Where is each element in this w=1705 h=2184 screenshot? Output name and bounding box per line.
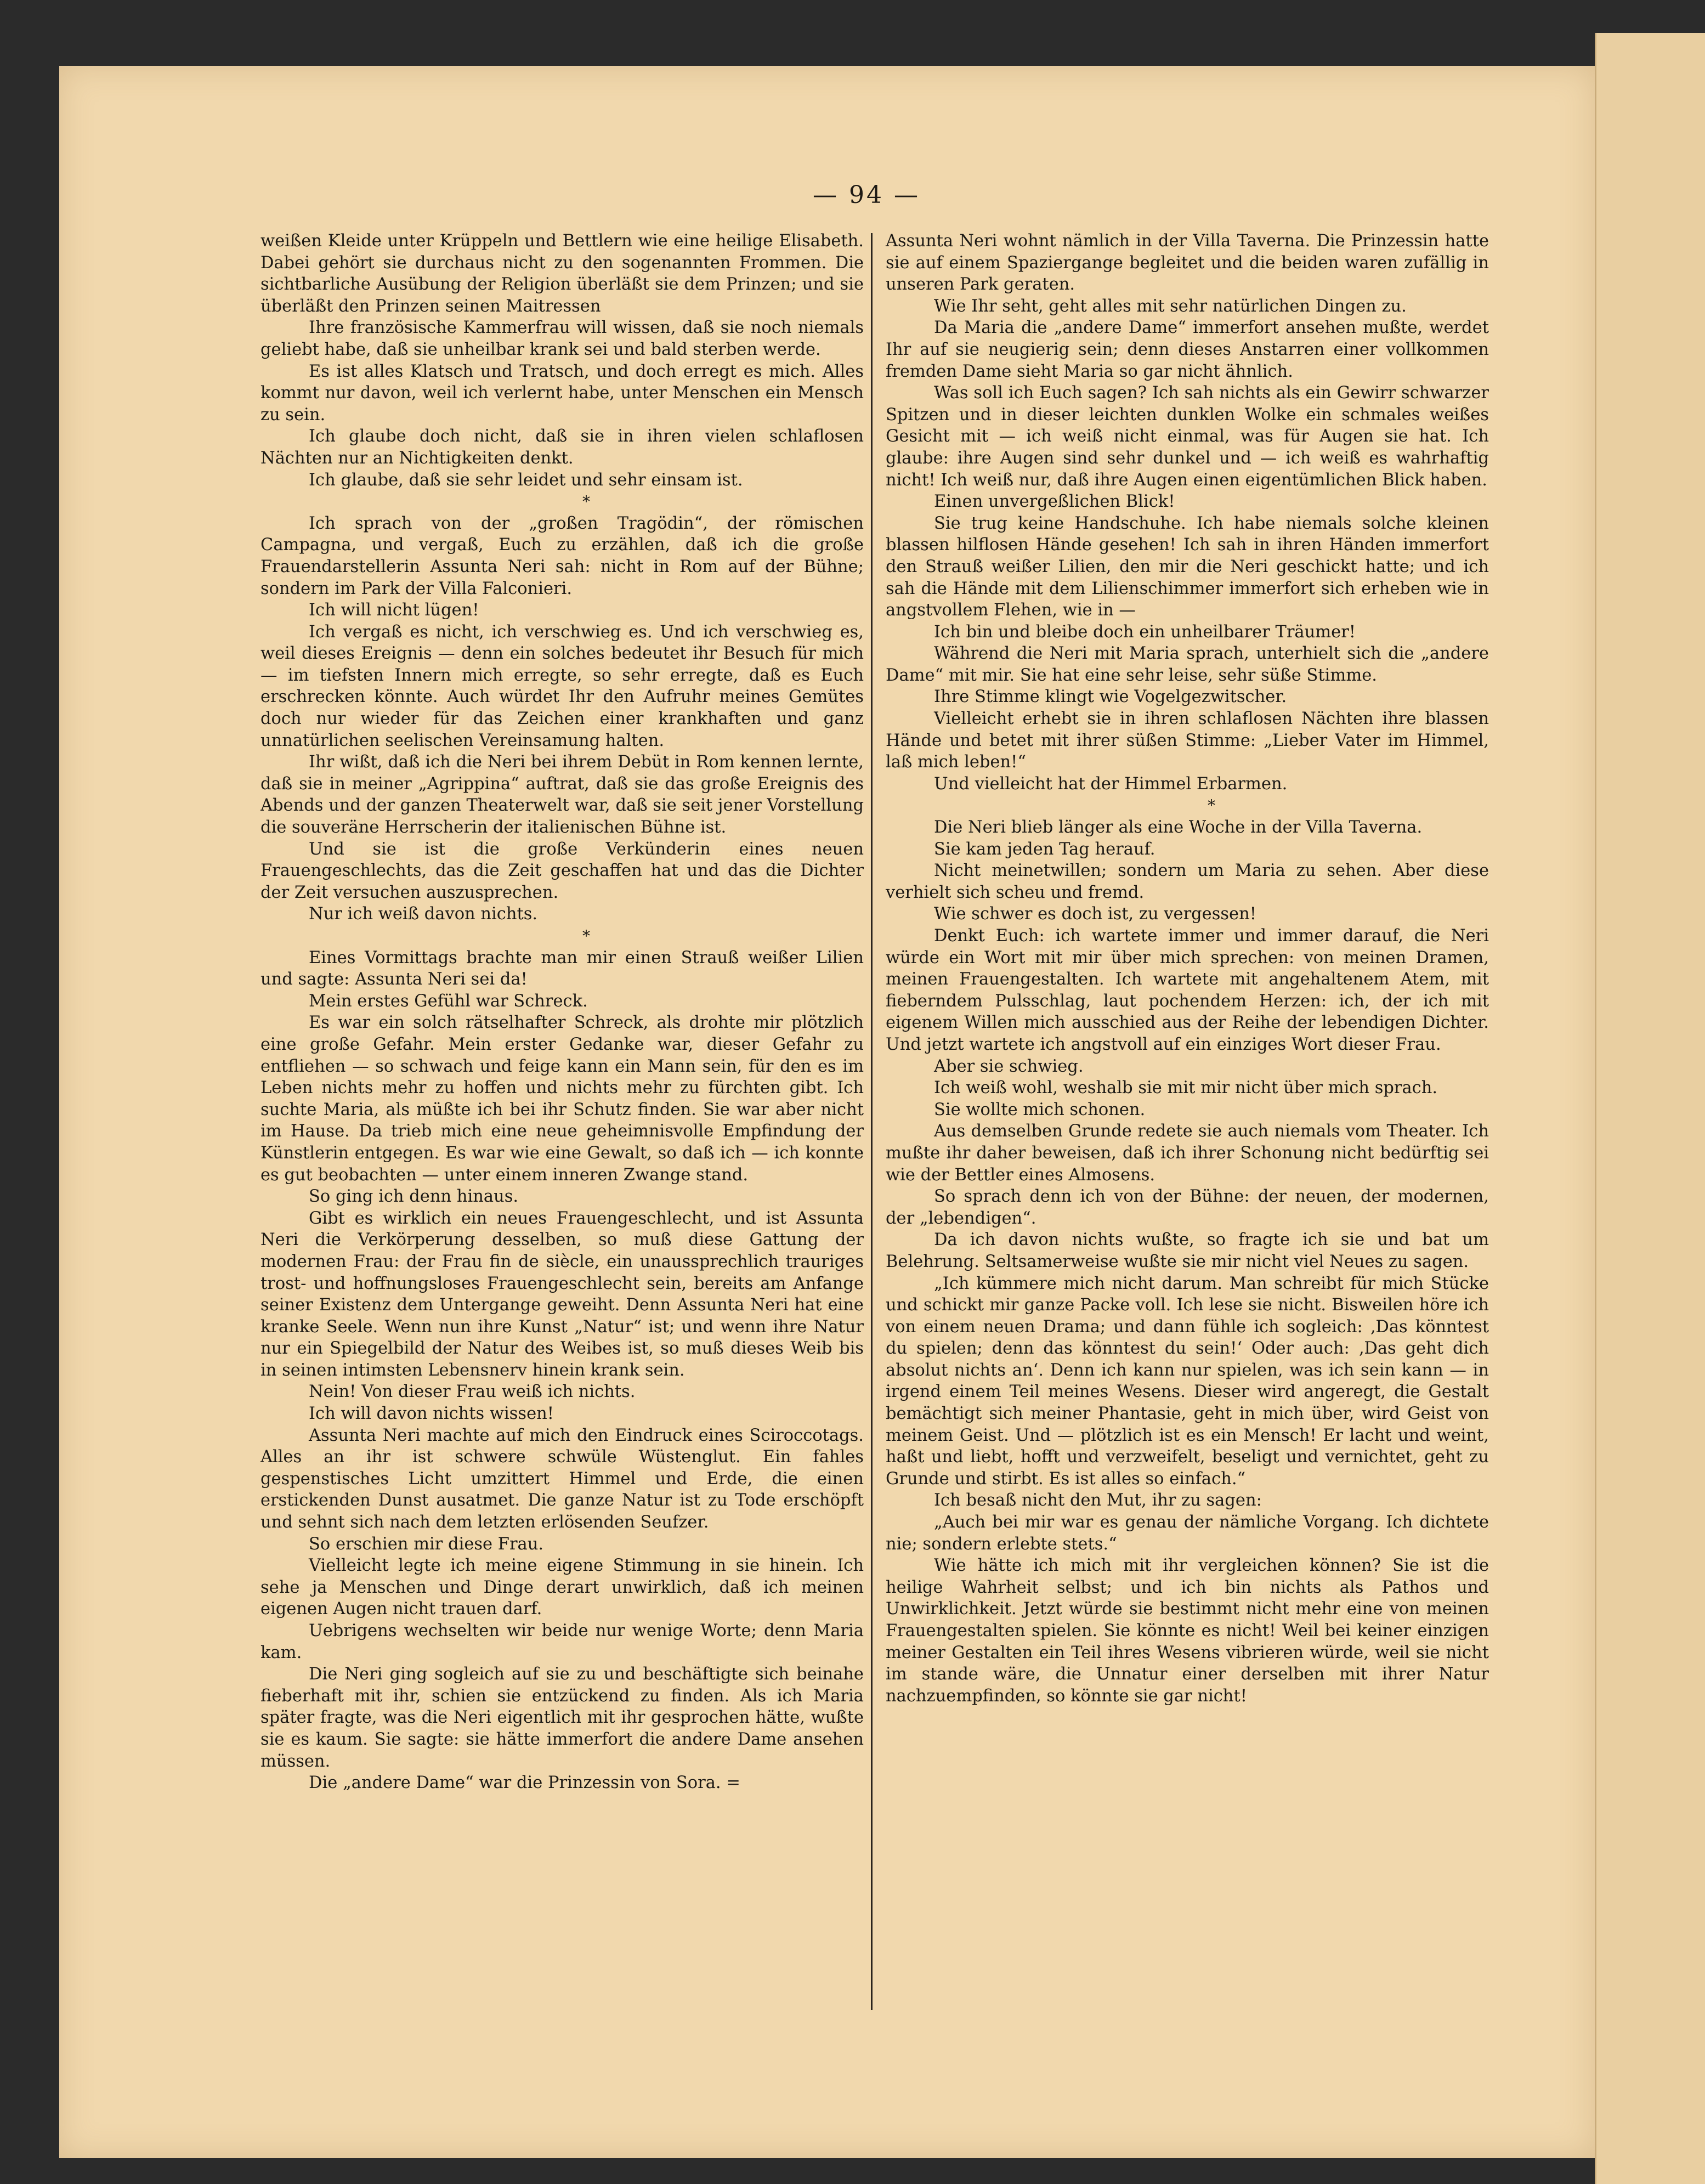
paragraph: Was soll ich Euch sagen? Ich sah nichts als ein Gewirr schwarzer Spitzen und in dieser leichten dunklen Wolke ein schmales weißes Gesicht mit — ich weiß nicht einmal, was für Augen sie hat. Ich glaube: ihre Augen sind sehr dunkel und — ich weiß es wahrhaftig nicht! Ich weiß nur, daß ihre Augen einen eigentümlichen Blick haben. [886, 383, 1489, 490]
paragraph: Die Neri ging sogleich auf sie zu und beschäftigte sich beinahe fieberhaft mit ihr, schien sie entzückend zu finden. Als ich Maria später fragte, was die Neri eigentlich mit ihr gesprochen hätte, wußte sie es kaum. Sie sagte: sie hätte immerfort die andere Dame ansehen müssen. [260, 1665, 864, 1771]
paragraph: Die Neri blieb länger als eine Woche in der Villa Taverna. [934, 818, 1423, 838]
paragraph: Denkt Euch: ich wartete immer und immer darauf, die Neri würde ein Wort mit mir über mich sprechen: von meinen Dramen, meinen Frauengestalten. Ich wartete mit angehaltenem Atem, mit fieberndem Pulsschlag, laut pochendem Herzen: ich, der ich mit eigenem Willen mich ausschied aus der Reihe der lebendigen Dichter. Und jetzt wartete ich angstvoll auf ein einziges Wort dieser Frau. [886, 926, 1489, 1054]
section-separator: * [582, 927, 590, 945]
paragraph: Vielleicht legte ich meine eigene Stimmung in sie hinein. Ich sehe ja Menschen und Dinge derart unwirklich, daß ich meinen eigenen Augen nicht trauen darf. [260, 1556, 864, 1619]
paragraph: Einen unvergeßlichen Blick! [934, 492, 1175, 512]
paragraph: Assunta Neri machte auf mich den Eindruck eines Sciroccotags. Alles an ihr ist schwere schwüle Wüstenglut. Ein fahles gespenstisches Licht umzittert Himmel und Erde, die einen erstickenden Dunst ausatmet. Die ganze Natur ist zu Tode erschöpft und sehnt sich nach dem letzten erlösenden Seufzer. [260, 1425, 864, 1532]
paragraph: Vielleicht erhebt sie in ihren schlaflosen Nächten ihre blassen Hände und betet mit ihrer süßen Stimme: „Lieber Vater im Himmel, laß mich leben!“ [886, 709, 1489, 772]
column-divider [871, 233, 873, 2010]
paragraph: Ich besaß nicht den Mut, ihr zu sagen: [934, 1491, 1262, 1510]
paragraph: Sie kam jeden Tag herauf. [934, 839, 1155, 859]
adjacent-page-edge [1595, 33, 1705, 2184]
right-column [886, 230, 1489, 1707]
paragraph: „Auch bei mir war es genau der nämliche Vorgang. Ich dichtete nie; sondern erlebte stets.“ [886, 1513, 1489, 1554]
paragraph: Sie trug keine Handschuhe. Ich habe niemals solche kleinen blassen hilflosen Hände gesehen! Ich sah in ihren Händen immerfort den Strauß weißer Lilien, den mir die Neri geschickt hatte; und ich sah die Hände mit dem Lilienschimmer immerfort sich erheben wie in angstvollem Flehen, wie in — [886, 513, 1489, 620]
paragraph: Und vielleicht hat der Himmel Erbarmen. [934, 774, 1288, 794]
paragraph: Es ist alles Klatsch und Tratsch, und doch erregt es mich. Alles kommt nur davon, weil ich verlernt habe, unter Menschen ein Mensch zu sein. [260, 361, 864, 425]
paragraph: Wie Ihr seht, geht alles mit sehr natürlichen Dingen zu. [934, 296, 1407, 316]
paragraph: Uebrigens wechselten wir beide nur wenige Worte; denn Maria kam. [260, 1621, 864, 1662]
paragraph: Aus demselben Grunde redete sie auch niemals vom Theater. Ich mußte ihr daher beweisen, daß ich ihrer Schonung nicht bedürftig sei wie der Bettler eines Almosens. [886, 1122, 1489, 1185]
paragraph: „Ich kümmere mich nicht darum. Man schreibt für mich Stücke und schickt mir ganze Packe voll. Ich lese sie nicht. Bisweilen höre ich von einem neuen Drama; und dann fühle ich sogleich: ‚Das könntest du spielen; denn das könntest du sein!‘ Oder auch: ‚Das geht dich absolut nichts an‘. Denn ich kann nur spielen, was ich sein kann — in irgend einem Teil meines Wesens. Dieser wird angeregt, die Gestalt bemächtigt sich meiner Phantasie, geht in mich über, wird Geist von meinem Geist. Und — plötzlich ist es ein Mensch! Er lacht und weint, haßt und liebt, hofft und verzweifelt, beseligt und vernichtet, geht zu Grunde und stirbt. Es ist alles so einfach.“ [886, 1274, 1489, 1489]
paragraph: Nur ich weiß davon nichts. [309, 904, 538, 924]
paragraph: Ich will nicht lügen! [309, 601, 479, 620]
paragraph: Wie hätte ich mich mit ihr vergleichen können? Sie ist die heilige Wahrheit selbst; und ich bin nichts als Pathos und Unwirklichkeit. Jetzt würde sie bestimmt nicht mehr eine von meinen Frauengestalten spielen. Sie könnte es nicht! Weil bei keiner einzigen meiner Gestalten ein Teil ihres Wesens vibrieren würde, weil sie nicht im stande wäre, die Unnatur einer derselben mit ihrer Natur nachzuempfinden, so könnte sie gar nicht! [886, 1556, 1489, 1706]
paragraph: Ich glaube doch nicht, daß sie in ihren vielen schlaflosen Nächten nur an Nichtigkeiten denkt. [260, 427, 864, 468]
paragraph: Ihr wißt, daß ich die Neri bei ihrem Debüt in Rom kennen lernte, daß sie in meiner „Agrippina“ auftrat, daß sie das große Ereignis des Abends und der ganzen Theaterwelt war, daß sie seit jener Vorstellung die souveräne Herrscherin der italienischen Bühne ist. [260, 752, 864, 838]
paragraph: Eines Vormittags brachte man mir einen Strauß weißer Lilien und sagte: Assunta Neri sei da! [260, 948, 864, 989]
paragraph: Während die Neri mit Maria sprach, unterhielt sich die „andere Dame“ mit mir. Sie hat eine sehr leise, sehr süße Stimme. [886, 644, 1489, 685]
paragraph: Da Maria die „andere Dame“ immerfort ansehen mußte, werdet Ihr auf sie neugierig sein; denn dieses Anstarren einer vollkommen fremden Dame sieht Maria so gar nicht ähnlich. [886, 318, 1489, 381]
paragraph: Und sie ist die große Verkünderin eines neuen Frauengeschlechts, das die Zeit geschaffen hat und das die Dichter der Zeit versuchen auszusprechen. [260, 839, 864, 902]
paragraph: Ich bin und bleibe doch ein unheilbarer Träumer! [934, 622, 1356, 642]
paragraph: Es war ein solch rätselhafter Schreck, als drohte mir plötzlich eine große Gefahr. Mein erster Gedanke war, dieser Gefahr zu entfliehen — so schwach und feige kann ein Mann sein, für den es im Leben nichts mehr zu hoffen und nichts mehr zu fürchten gibt. Ich suchte Maria, als müßte ich bei ihr Schutz finden. Sie war aber nicht im Hause. Da trieb mich eine neue geheimnisvolle Empfindung der Künstlerin entgegen. Es war wie eine Gewalt, so daß ich — ich konnte es gut beobachten — unter einem inneren Zwange stand. [260, 1013, 864, 1185]
paragraph: Ich vergaß es nicht, ich verschwieg es. Und ich verschwieg es, weil dieses Ereignis — denn ein solches bedeutet ihr Besuch für mich — im tiefsten Innern mich erregte, so sehr erregte, daß es Euch erschrecken könnte. Auch würdet Ihr den Aufruhr meines Gemütes doch nur wieder für das Zeichen einer krankhaften und ganz unnatürlichen seelischen Vereinsamung halten. [260, 622, 864, 750]
paragraph: Ich sprach von der „großen Tragödin“, der römischen Campagna, und vergaß, Euch zu erzählen, daß ich die große Frauendarstellerin Assunta Neri sah: nicht in Rom auf der Bühne; sondern im Park der Villa Falconieri. [260, 513, 864, 598]
paragraph: Nicht meinetwillen; sondern um Maria zu sehen. Aber diese verhielt sich scheu und fremd. [886, 861, 1489, 902]
paragraph: So ging ich denn hinaus. [309, 1187, 519, 1207]
paragraph: Ich will davon nichts wissen! [309, 1404, 554, 1424]
paragraph: So sprach denn ich von der Bühne: der neuen, der modernen, der „lebendigen“. [886, 1187, 1489, 1228]
paragraph: Sie wollte mich schonen. [934, 1100, 1146, 1119]
paragraph: Die „andere Dame“ war die Prinzessin von Sora. = [309, 1773, 740, 1793]
paragraph: Ihre französische Kammerfrau will wissen, daß sie noch niemals geliebt habe, daß sie unheilbar krank sei und bald sterben werde. [260, 318, 864, 359]
section-separator: * [582, 493, 590, 511]
paragraph: weißen Kleide unter Krüppeln und Bettlern wie eine heilige Elisabeth. Dabei gehört sie durchaus nicht zu den sogenannten Frommen. Die sichtbarliche Ausübung der Religion überläßt sie dem Prinzen; und sie überläßt den Prinzen seinen Maitressen [260, 231, 864, 316]
paragraph: Mein erstes Gefühl war Schreck. [309, 991, 588, 1011]
paragraph: Assunta Neri wohnt nämlich in der Villa Taverna. Die Prinzessin hatte sie auf einem Spaziergange begleitet und die beiden waren zufällig in unseren Park geraten. [886, 231, 1489, 295]
paragraph: Ihre Stimme klingt wie Vogelgezwitscher. [934, 687, 1287, 707]
paragraph: Wie schwer es doch ist, zu vergessen! [934, 904, 1256, 924]
paragraph: Gibt es wirklich ein neues Frauengeschlecht, und ist Assunta Neri die Verkörperung desselben, so muß diese Gattung der modernen Frau: der Frau fin de siècle, ein unaussprechlich trauriges trost- und hoffnungsloses Frauengeschlecht sein, bereits am Anfange seiner Existenz dem Untergange geweiht. Denn Assunta Neri hat eine kranke Seele. Wenn nun ihre Kunst „Natur“ ist; und wenn ihre Natur nur ein Spiegelbild der Natur des Weibes ist, so muß dieses Weib bis in seinen intimsten Lebensnerv hinein krank sein. [260, 1208, 864, 1380]
section-separator: * [1208, 796, 1215, 815]
paragraph: Aber sie schwieg. [934, 1056, 1084, 1076]
page-number: — 94 — [813, 181, 920, 209]
paragraph: Nein! Von dieser Frau weiß ich nichts. [309, 1382, 636, 1402]
paragraph: Da ich davon nichts wußte, so fragte ich sie und bat um Belehrung. Seltsamerweise wußte sie mir nicht viel Neues zu sagen. [886, 1230, 1489, 1271]
paragraph: Ich glaube, daß sie sehr leidet und sehr einsam ist. [309, 470, 743, 490]
paragraph: Ich weiß wohl, weshalb sie mit mir nicht über mich sprach. [934, 1078, 1438, 1098]
left-column [260, 230, 864, 1794]
paragraph: So erschien mir diese Frau. [309, 1534, 544, 1554]
